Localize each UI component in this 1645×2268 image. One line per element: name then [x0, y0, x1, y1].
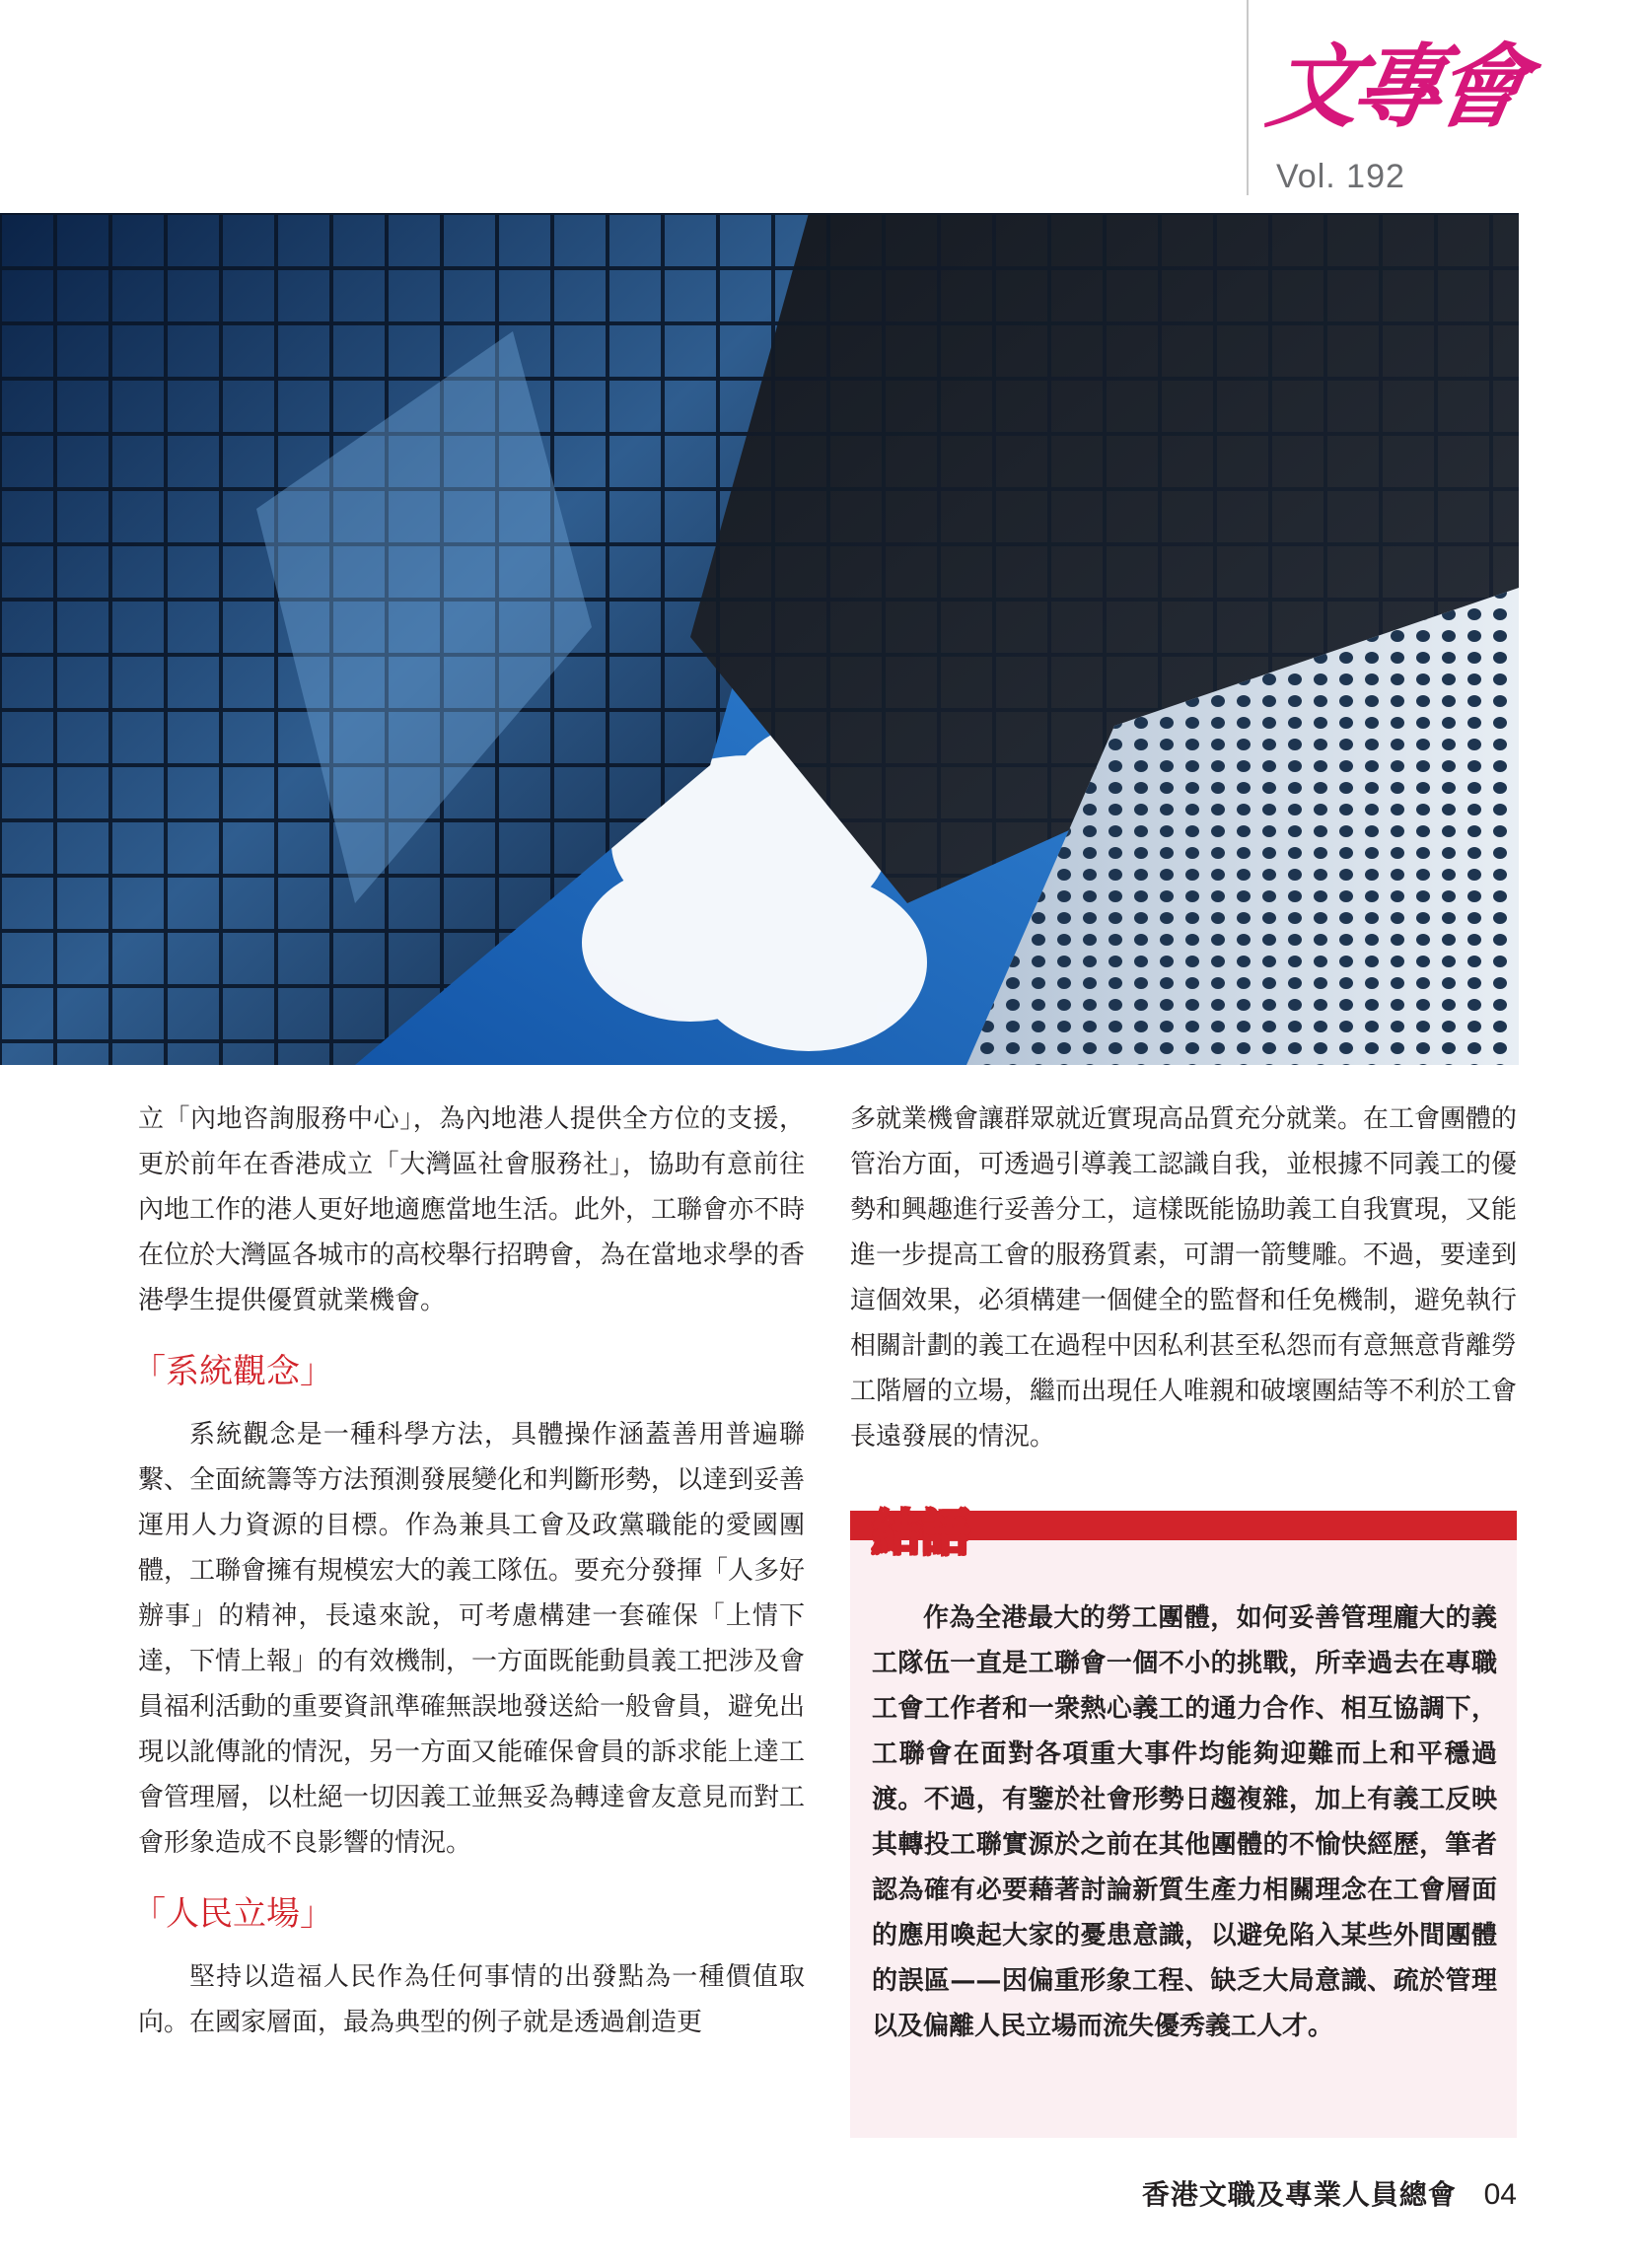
intro-paragraph: 立「內地咨詢服務中心」，為內地港人提供全方位的支援，更於前年在香港成立「大灣區社會服務社」，協助有意前往內地工作的港人更好地適應當地生活。此外，工聯會亦不時在位於大灣區各城市的高校舉行招聘會，為在當地求學的香港學生提供優質就業機會。 — [138, 1104, 806, 1315]
section-heading-people-stance: 「人民立場」 — [132, 1894, 333, 1934]
header-divider — [1247, 0, 1249, 195]
continued-paragraph: 多就業機會讓群眾就近實現高品質充分就業。在工會團體的管治方面，可透過引導義工認識自我，並根據不同義工的優勢和興趣進行妥善分工，這樣既能協助義工自我實現，又能進一步提高工會的服務質素，可謂一箭雙雕。不過，要達到這個效果，必須構建一個健全的監督和任免機制，避免執行相關計劃的義工在過程中因私利甚至私怨而有意無意背離勞工階層的立場，繼而出現任人唯親和破壞團結等不利於工會長遠發展的情況。 — [850, 1104, 1518, 1452]
section-heading-system-concept: 「系統觀念」 — [132, 1352, 333, 1391]
magazine-logo — [1260, 34, 1529, 205]
left-column — [132, 1097, 806, 2045]
people-stance-paragraph: 堅持以造福人民作為任何事情的出發點為一種價值取向。在國家層面，最為典型的例子就是透過創造更 — [138, 1962, 805, 2037]
page-footer — [1142, 2173, 1517, 2213]
conclusion-text: 作為全港最大的勞工團體，如何妥善管理龐大的義工隊伍一直是工聯會一個不小的挑戰，所幸過去在專職工會工作者和一衆熱心義工的通力合作、相互協調下，工聯會在面對各項重大事件均能夠迎難而上和平穩過渡。不過，有鑒於社會形勢日趨複雜，加上有義工反映其轉投工聯實源於之前在其他團體的不愉快經歷，筆者認為確有必要藉著討論新質生產力相關理念在工會層面的應用喚起大家的憂患意識，以避免陷入某些外間團體的誤區——因偏重形象工程、缺乏大局意識、疏於管理以及偏離人民立場而流失優秀義工人才。 — [872, 1603, 1497, 2041]
hero-photo-skyscrapers — [0, 213, 1519, 1065]
organization-name: 香港文職及專業人員總會 — [1141, 2178, 1457, 2211]
conclusion-title: 結語 — [872, 1505, 970, 1562]
system-concept-paragraph: 系統觀念是一種科學方法，具體操作涵蓋善用普遍聯繫、全面統籌等方法預測發展變化和判斷形勢，以達到妥善運用人力資源的目標。作為兼具工會及政黨職能的愛國團體，工聯會擁有規模宏大的義工隊伍。要充分發揮「人多好辦事」的精神，長遠來說，可考慮構建一套確保「上情下達，下情上報」的有效機制，一方面既能動員義工把涉及會員福利活動的重要資訊準確無誤地發送給一般會員，避免出現以訛傳訛的情況，另一方面又能確保會員的訴求能上達工會管理層，以杜絕一切因義工並無妥為轉達會友意見而對工會形象造成不良影響的情況。 — [138, 1420, 806, 1858]
logo-mark: 文專會 — [1260, 34, 1529, 140]
conclusion-box — [850, 1505, 1517, 2138]
volume-label: Vol. 192 — [1276, 158, 1405, 195]
page-number: 04 — [1483, 2178, 1517, 2211]
right-column — [850, 1097, 1517, 1459]
